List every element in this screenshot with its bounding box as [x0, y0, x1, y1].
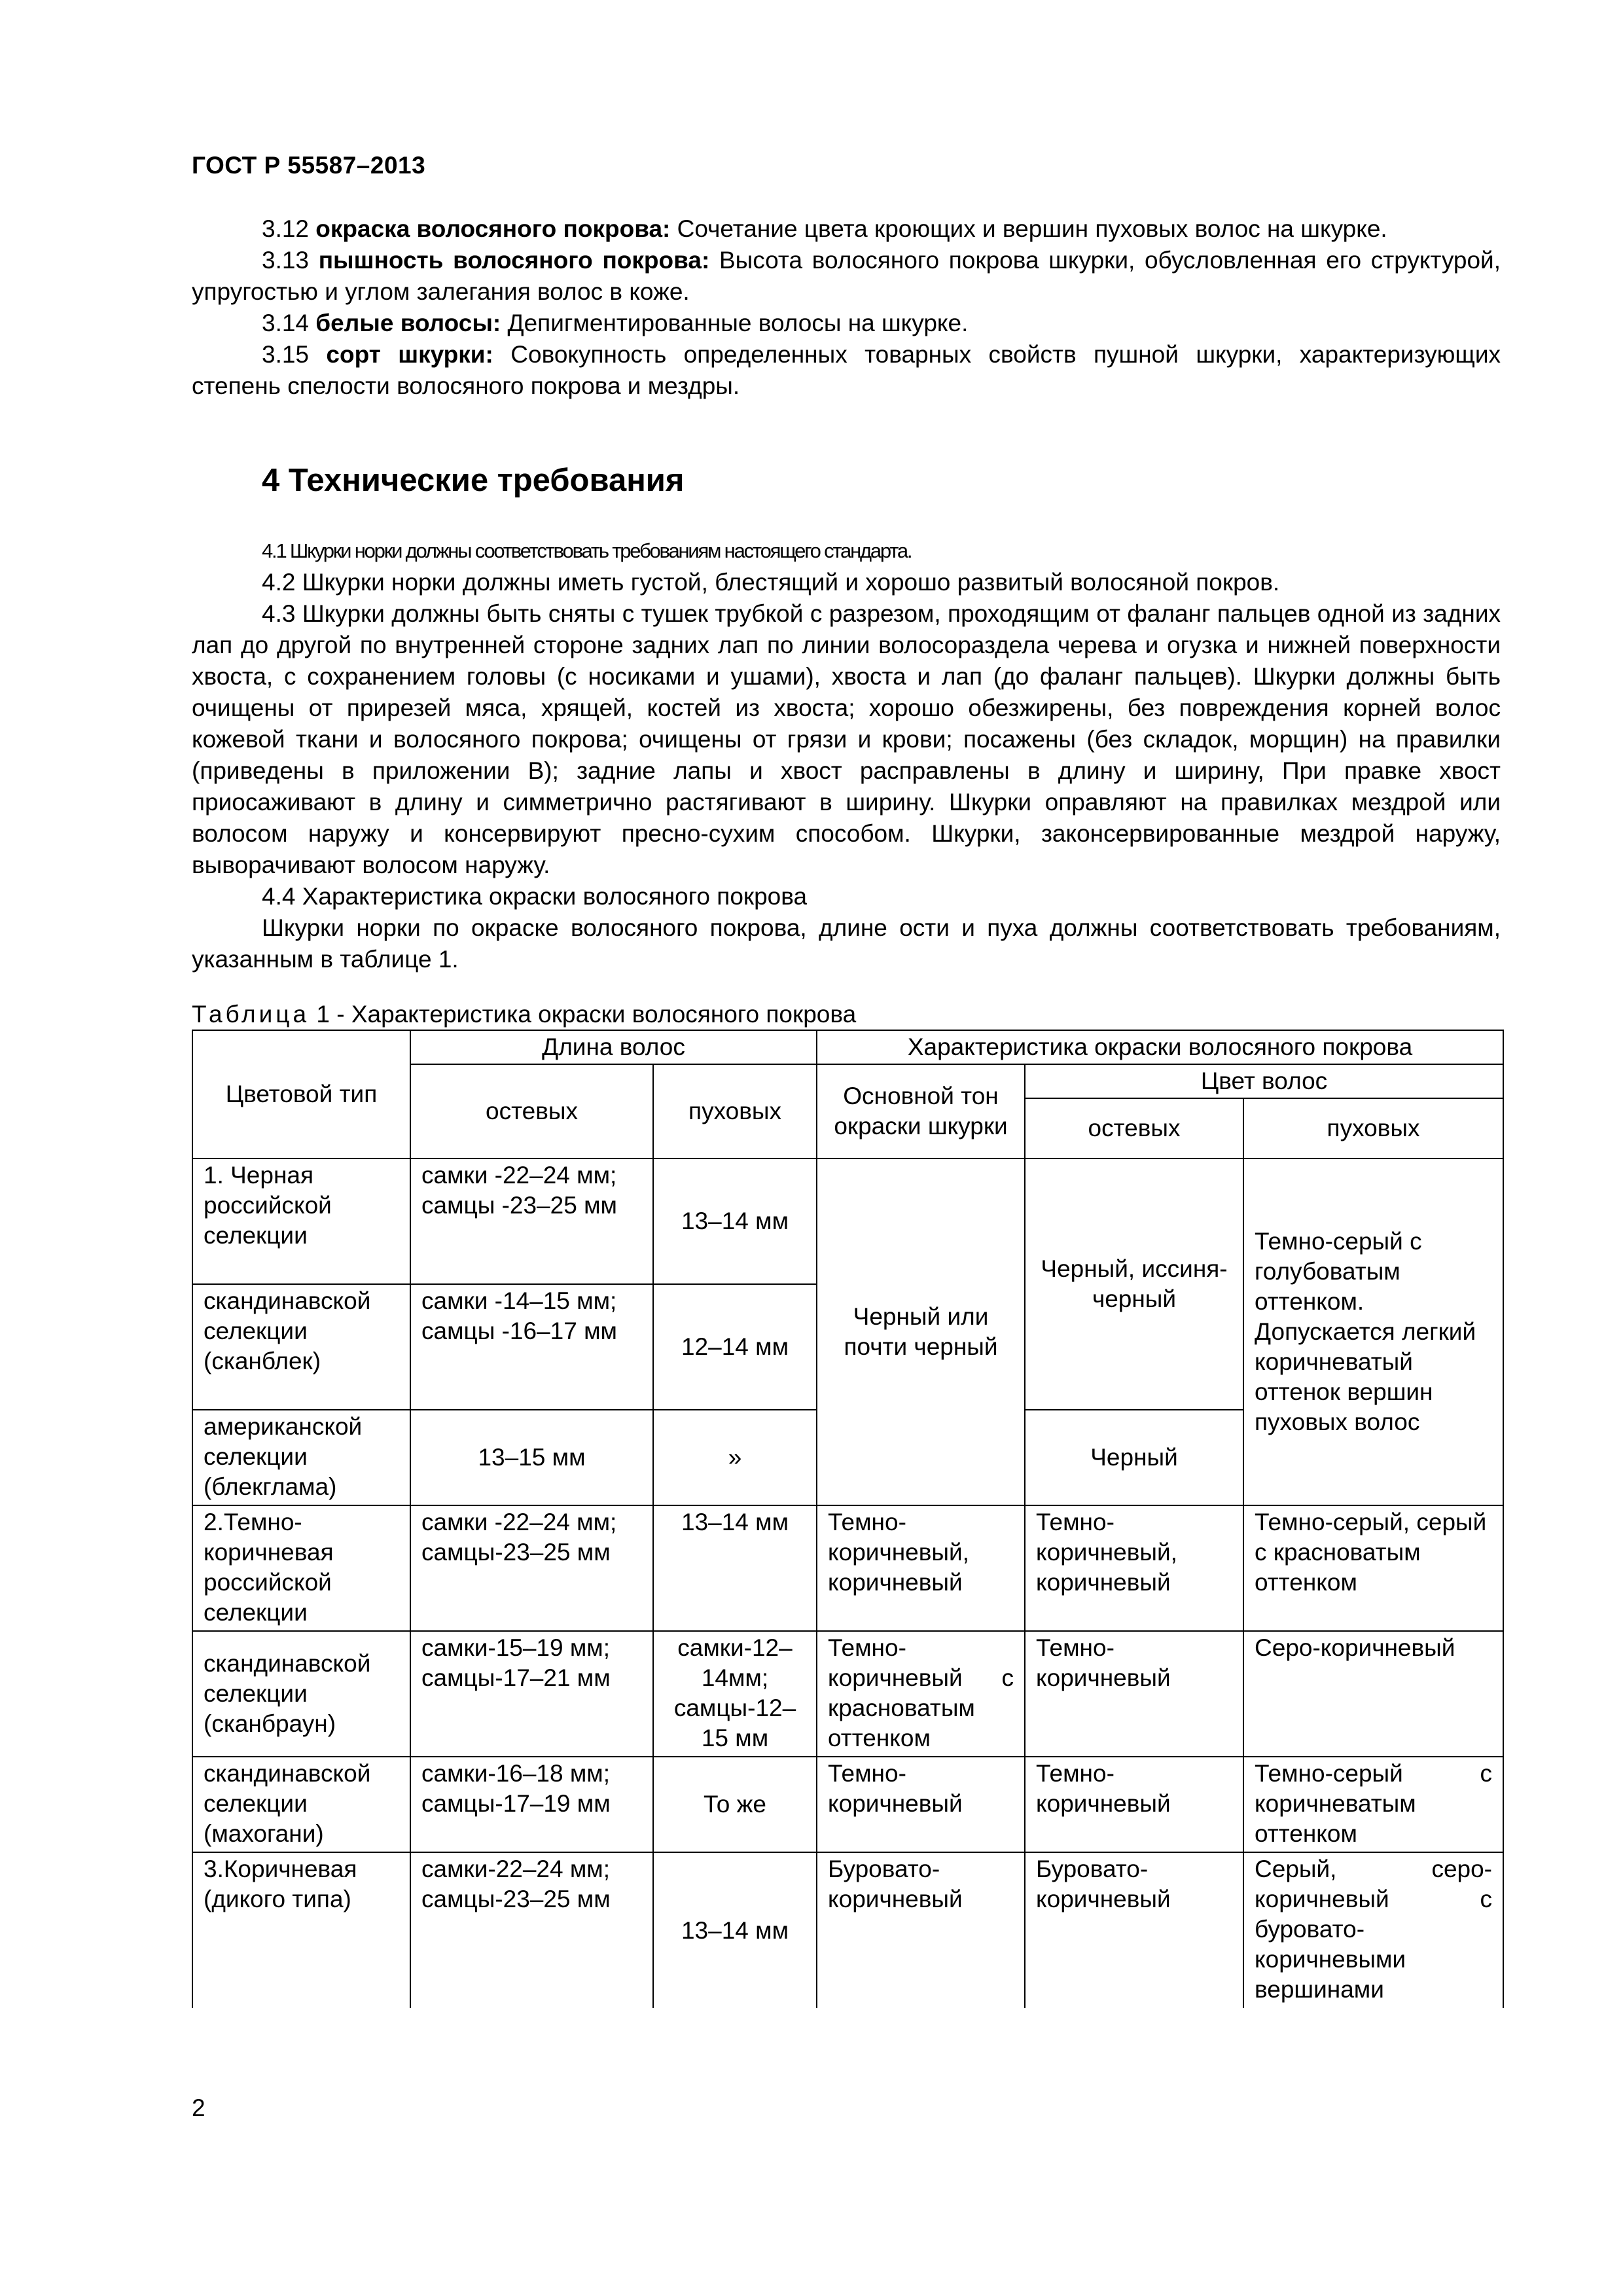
cell-guard-color: Черный, иссиня-черный — [1025, 1158, 1243, 1410]
header-hair-color: Цвет волос — [1025, 1064, 1503, 1098]
cell-guard-color: Темно-коричневый, коричневый — [1025, 1505, 1243, 1631]
paragraph-4-3: 4.3 Шкурки должны быть сняты с тушек трубкой с разрезом, проходящим от фаланг пальцев одной из задних лап до другой по внутренней стороне задних лап по линии волосораздела черева и огузка и нижней поверхности хвоста, с сохранением головы (с носиками и ушами), хвоста и лап (до фаланг пальцев). Шкурки должны быть очищены от прирезей мяса, хрящей, костей из хвоста; хорошо обезжирены, без повреждения корней волос кожевой ткани и волосяного покрова; очищены от грязи и крови; посажены (без складок, морщин) на правилки (приведены в приложении В); задние лапы и хвост расправлены в длину и ширину, При правке хвост приосаживают в длину и симметрично растягивают в ширину. Шкурки оправляют на правилках мездрой или волосом наружу и консервируют пресно-сухим способом. Шкурки, законсервированные мездрой наружу, выворачивают волосом наружу. — [192, 600, 1501, 878]
cell-down-length: 13–14 мм — [653, 1158, 817, 1284]
header-guard-length: остевых — [410, 1064, 653, 1158]
cell-guard-length: самки -22–24 мм; самцы -23–25 мм — [410, 1158, 653, 1284]
cell-base-tone: Темно-коричневый с красноватым оттенком — [817, 1631, 1025, 1757]
cell-color-type: 1. Черная российской селекции — [192, 1158, 410, 1284]
cell-guard-length: 13–15 мм — [410, 1410, 653, 1505]
definition-3-15: 3.15 сорт шкурки: Совокупность определенных товарных свойств пушной шкурки, характеризующих степень спелости волосяного покрова и мездры. — [192, 341, 1501, 399]
cell-color-type: 3.Коричневая (дикого типа) — [192, 1852, 410, 2008]
cell-down-length: » — [653, 1410, 817, 1505]
cell-down-length: То же — [653, 1757, 817, 1852]
cell-guard-length: самки -14–15 мм; самцы -16–17 мм — [410, 1284, 653, 1410]
header-down-length: пуховых — [653, 1064, 817, 1158]
paragraph-4-4: 4.4 Характеристика окраски волосяного покрова — [262, 883, 808, 910]
cell-guard-length: самки-15–19 мм; самцы-17–21 мм — [410, 1631, 653, 1757]
hair-color-table — [192, 1030, 1504, 2008]
header-base-tone: Основной тон окраски шкурки — [817, 1064, 1025, 1158]
cell-down-length: 13–14 мм — [653, 1852, 817, 2008]
definitions-block — [192, 213, 1501, 402]
header-guard-color: остевых — [1025, 1098, 1243, 1158]
paragraph-4-1: 4.1 Шкурки норки должны соответствовать требованиям настоящего стандарта. — [262, 539, 912, 562]
header-color-type: Цветовой тип — [192, 1030, 410, 1158]
cell-guard-color: Темно-коричневый — [1025, 1631, 1243, 1757]
paragraph-4-2: 4.2 Шкурки норки должны иметь густой, блестящий и хорошо развитый волосяной покров. — [262, 569, 1280, 596]
paragraph-4-4-text: Шкурки норки по окраске волосяного покрова, длине ости и пуха должны соответствовать требованиям, указанным в таблице 1. — [192, 914, 1501, 973]
standard-header: ГОСТ Р 55587–2013 — [192, 152, 426, 179]
cell-guard-color: Темно-коричневый — [1025, 1757, 1243, 1852]
cell-guard-length: самки-22–24 мм; самцы-23–25 мм — [410, 1852, 653, 2008]
definition-3-14: 3.14 белые волосы: Депигментированные волосы на шкурке. — [262, 310, 969, 336]
table-header-row — [192, 1030, 1503, 1064]
header-down-color: пуховых — [1243, 1098, 1503, 1158]
cell-guard-color: Черный — [1025, 1410, 1243, 1505]
cell-guard-length: самки-16–18 мм; самцы-17–19 мм — [410, 1757, 653, 1852]
cell-base-tone: Темно-коричневый — [817, 1757, 1025, 1852]
cell-color-type: американской селекции (блекглама) — [192, 1410, 410, 1505]
cell-down-color: Темно-серый с коричневатым оттенком — [1243, 1757, 1503, 1852]
cell-color-type: скандинавской селекции (сканбраун) — [192, 1631, 410, 1757]
cell-down-color: Темно-серый с голубоватым оттенком. Допускается легкий коричневатый оттенок вершин пуховых волос — [1243, 1158, 1503, 1505]
cell-down-length: самки-12–14мм; самцы-12–15 мм — [653, 1631, 817, 1757]
table-row — [192, 1505, 1503, 1631]
cell-base-tone: Черный или почти черный — [817, 1158, 1025, 1505]
cell-color-type: 2.Темно-коричневая российской селекции — [192, 1505, 410, 1631]
cell-color-type: скандинавской селекции (махогани) — [192, 1757, 410, 1852]
cell-down-color: Темно-серый, серый с красноватым оттенком — [1243, 1505, 1503, 1631]
cell-down-length: 12–14 мм — [653, 1284, 817, 1410]
page-number: 2 — [192, 2094, 205, 2121]
cell-color-type: скандинавской селекции (сканблек) — [192, 1284, 410, 1410]
cell-down-length: 13–14 мм — [653, 1505, 817, 1631]
section-title: 4 Технические требования — [262, 463, 685, 498]
cell-base-tone: Темно-коричневый, коричневый — [817, 1505, 1025, 1631]
table-caption: Таблица 1 - Характеристика окраски волосяного покрова — [192, 1001, 857, 1028]
requirements-block — [192, 535, 1501, 975]
table-row — [192, 1631, 1503, 1757]
definition-3-12: 3.12 окраска волосяного покрова: Сочетание цвета кроющих и вершин пуховых волос на шкурке. — [262, 215, 1387, 242]
cell-down-color: Серо-коричневый — [1243, 1631, 1503, 1757]
cell-down-color: Серый, серо-коричневый с буровато-коричневыми вершинами — [1243, 1852, 1503, 2008]
cell-guard-color: Буровато-коричневый — [1025, 1852, 1243, 2008]
header-color-characteristic: Характеристика окраски волосяного покрова — [817, 1030, 1503, 1064]
cell-guard-length: самки -22–24 мм; самцы-23–25 мм — [410, 1505, 653, 1631]
definition-3-13: 3.13 пышность волосяного покрова: Высота волосяного покрова шкурки, обусловленная его структурой, упругостью и углом залегания волос в коже. — [192, 247, 1501, 305]
table-row — [192, 1158, 1503, 1284]
cell-base-tone: Буровато-коричневый — [817, 1852, 1025, 2008]
table-row — [192, 1852, 1503, 2008]
table-row — [192, 1757, 1503, 1852]
header-hair-length: Длина волос — [410, 1030, 817, 1064]
